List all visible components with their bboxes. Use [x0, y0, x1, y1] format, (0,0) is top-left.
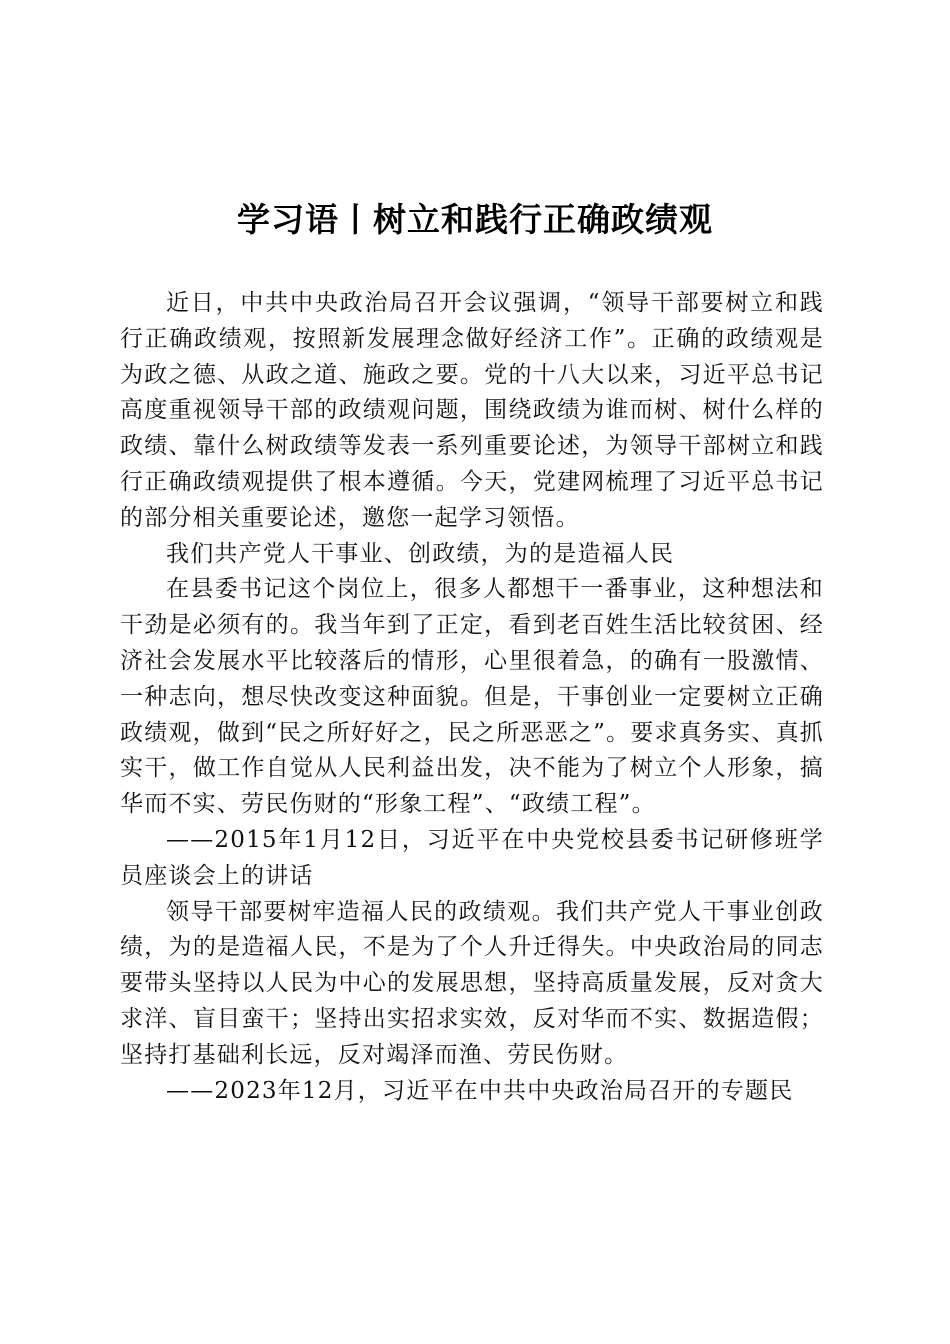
- paragraph-source-2015: ——2015年1月12日，习近平在中央党校县委书记研修班学员座谈会上的讲话: [120, 826, 824, 889]
- paragraph-quote-2015: 在县委书记这个岗位上，很多人都想干一番事业，这种想法和干劲是必须有的。我当年到了正定，看到老百姓生活比较贫困、经济社会发展水平比较落后的情形，心里很着急，的确有一股激情、一种志向，想尽快改变这种面貌。但是，干事创业一定要树立正确政绩观，做到“民之所好好之，民之所恶恶之”。要求真务实、真抓实干，做工作自觉从人民利益出发，决不能为了树立个人形象，搞华而不实、劳民伤财的“形象工程”、“政绩工程”。: [120, 576, 824, 818]
- paragraph-intro: 近日，中共中央政治局召开会议强调，“领导干部要树立和践行正确政绩观，按照新发展理念做好经济工作”。正确的政绩观是为政之德、从政之道、施政之要。党的十八大以来，习近平总书记高度重视领导干部的政绩观问题，围绕政绩为谁而树、树什么样的政绩、靠什么树政绩等发表一系列重要论述，为领导干部树立和践行正确政绩观提供了根本遵循。今天，党建网梳理了习近平总书记的部分相关重要论述，邀您一起学习领悟。: [120, 290, 824, 531]
- paragraph-subheading: 我们共产党人干事业、创政绩，为的是造福人民: [166, 540, 675, 567]
- paragraph-source-2023: ——2023年12月，习近平在中共中央政治局召开的专题民: [166, 1077, 794, 1104]
- document-title: 学习语丨树立和践行正确政绩观: [237, 200, 713, 239]
- document-body: [120, 286, 824, 1109]
- paragraph-quote-2023: 领导干部要树牢造福人民的政绩观。我们共产党人干事业创政绩，为的是造福人民，不是为了个人升迁得失。中央政治局的同志要带头坚持以人民为中心的发展思想，坚持高质量发展，反对贪大求洋、盲目蛮干；坚持出实招求实效，反对华而不实、数据造假；坚持打基础利长远，反对竭泽而渔、劳民伤财。: [120, 898, 824, 1068]
